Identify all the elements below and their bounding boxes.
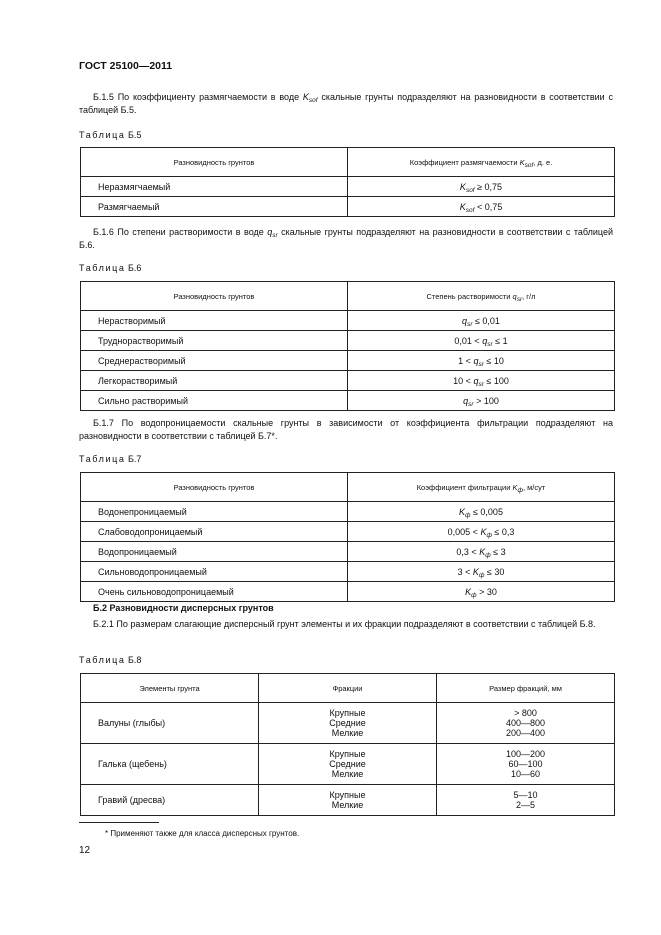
cell-element: Галька (щебень) xyxy=(81,744,259,785)
cell-value: $0,01 < q_{sr} \le 1$ xyxy=(348,331,615,351)
header-cell: Разновидность грунтов xyxy=(81,282,348,311)
table-header-row xyxy=(81,148,615,177)
cell-element: Валуны (глыбы) xyxy=(81,703,259,744)
cell-value: $0,005 < K_ф \le 0,3$ xyxy=(348,522,615,542)
paragraph-b15: Б.1.5 По коэффициенту размягчаемости в воде $K_{sof}$ скальные грунты подразделяют на разновидности в соответствии с таблицей Б.5. xyxy=(79,92,613,115)
table-b5-caption: Таблица Б.5 xyxy=(79,130,142,140)
cell-name: Размягчаемый xyxy=(81,197,348,217)
table-row xyxy=(81,703,615,744)
table-header-row xyxy=(81,674,615,703)
cell-value: $K_ф \le 0,005$ xyxy=(348,502,615,522)
cell-name: Слабоводопроницаемый xyxy=(81,522,348,542)
table-b6-caption: Таблица Б.6 xyxy=(79,263,142,273)
cell-value: $1 < q_{sr} \le 10$ xyxy=(348,351,615,371)
table-b8 xyxy=(80,673,615,816)
table-row xyxy=(81,582,615,602)
cell-value: $3 < K_ф \le 30$ xyxy=(348,562,615,582)
cell-fractions: Крупные Средние Мелкие xyxy=(259,744,437,785)
cell-value: $K_{sof} \ge 0,75$ xyxy=(348,177,615,197)
cell-value: $0,3 < K_ф \le 3$ xyxy=(348,542,615,562)
header-cell: Элементы грунта xyxy=(81,674,259,703)
cell-element: Гравий (дресва) xyxy=(81,785,259,816)
table-b7 xyxy=(80,472,615,602)
header-cell: Степень растворимости $q_{sr}$, г/л xyxy=(348,282,615,311)
table-row xyxy=(81,391,615,411)
cell-name: Среднерастворимый xyxy=(81,351,348,371)
cell-name: Труднорастворимый xyxy=(81,331,348,351)
document-header: ГОСТ 25100—2011 xyxy=(79,60,173,72)
table-b7-caption: Таблица Б.7 xyxy=(79,454,142,464)
cell-name: Водонепроницаемый xyxy=(81,502,348,522)
table-row xyxy=(81,502,615,522)
cell-fractions: Крупные Средние Мелкие xyxy=(259,703,437,744)
table-row xyxy=(81,197,615,217)
cell-name: Сильноводопроницаемый xyxy=(81,562,348,582)
table-row xyxy=(81,744,615,785)
header-cell: Разновидность грунтов xyxy=(81,473,348,502)
cell-name: Нерастворимый xyxy=(81,311,348,331)
header-cell: Фракции xyxy=(259,674,437,703)
table-row xyxy=(81,542,615,562)
table-row xyxy=(81,522,615,542)
section-title-b2: Б.2 Разновидности дисперсных грунтов xyxy=(93,603,274,613)
paragraph-b21: Б.2.1 По размерам слагающие дисперсный грунт элементы и их фракции подразделяют в соответствии с таблицей Б.8. xyxy=(93,619,596,629)
cell-name: Легкорастворимый xyxy=(81,371,348,391)
cell-sizes: 100—200 60—100 10—60 xyxy=(437,744,615,785)
table-row xyxy=(81,177,615,197)
cell-value: $10 < q_{sr} \le 100$ xyxy=(348,371,615,391)
table-row xyxy=(81,311,615,331)
cell-sizes: > 800 400—800 200—400 xyxy=(437,703,615,744)
cell-name: Сильно растворимый xyxy=(81,391,348,411)
header-cell: Коэффициент фильтрации $K_ф$, м/сут xyxy=(348,473,615,502)
table-header-row xyxy=(81,473,615,502)
table-row xyxy=(81,785,615,816)
cell-value: $q_{sr} > 100$ xyxy=(348,391,615,411)
cell-sizes: 5—10 2—5 xyxy=(437,785,615,816)
table-header-row xyxy=(81,282,615,311)
header-cell: Коэффициент размягчаемости $K_{sof}$, д. е. xyxy=(348,148,615,177)
cell-value: $K_ф > 30$ xyxy=(348,582,615,602)
footnote: * Применяют также для класса дисперсных грунтов. xyxy=(105,829,300,838)
paragraph-b17: Б.1.7 По водопроницаемости скальные грунты в зависимости от коэффициента фильтрации подразделяют на разновидности в соответствии с таблицей Б.7*. xyxy=(79,418,613,441)
header-cell: Размер фракций, мм xyxy=(437,674,615,703)
page-number: 12 xyxy=(79,845,91,856)
header-cell: Разновидность грунтов xyxy=(81,148,348,177)
cell-name: Водопроницаемый xyxy=(81,542,348,562)
table-row xyxy=(81,331,615,351)
table-b6 xyxy=(80,281,615,411)
cell-value: $q_{sr} \le 0,01$ xyxy=(348,311,615,331)
cell-value: $K_{sof} < 0,75$ xyxy=(348,197,615,217)
cell-fractions: Крупные Мелкие xyxy=(259,785,437,816)
footnote-divider xyxy=(79,822,159,823)
cell-name: Очень сильноводопроницаемый xyxy=(81,582,348,602)
paragraph-b16: Б.1.6 По степени растворимости в воде $q_{sr}$ скальные грунты подразделяют на разновидности в соответствии с таблицей Б.6. xyxy=(79,227,613,250)
cell-name: Неразмягчаемый xyxy=(81,177,348,197)
table-row xyxy=(81,562,615,582)
table-row xyxy=(81,351,615,371)
table-b8-caption: Таблица Б.8 xyxy=(79,655,142,665)
table-b5 xyxy=(80,147,615,217)
table-row xyxy=(81,371,615,391)
